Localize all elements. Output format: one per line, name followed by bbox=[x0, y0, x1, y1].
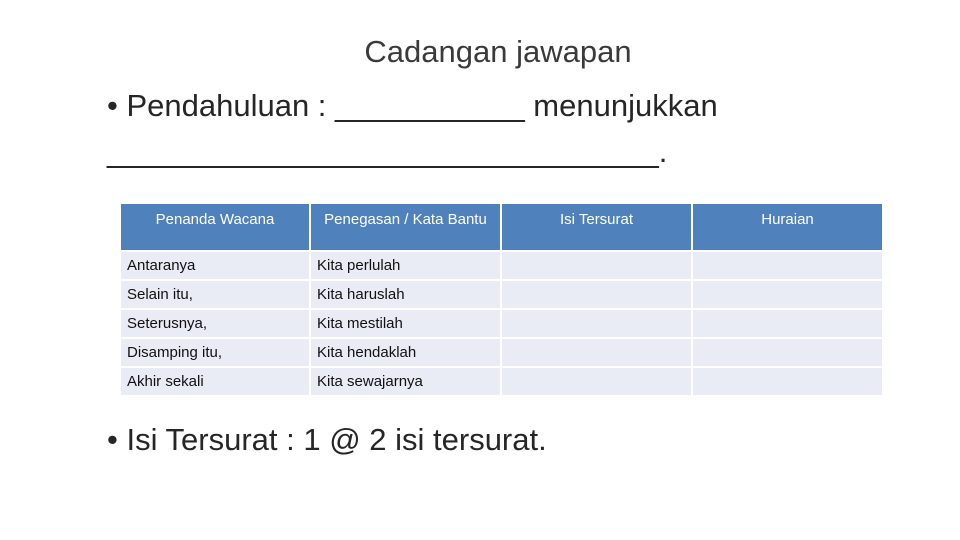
table-cell: Disamping itu, bbox=[120, 338, 310, 367]
header-huraian: Huraian bbox=[692, 203, 883, 251]
table-cell bbox=[692, 251, 883, 280]
table-cell bbox=[501, 338, 692, 367]
table-cell: Kita perlulah bbox=[310, 251, 501, 280]
table-row bbox=[120, 367, 883, 396]
table-cell: Antaranya bbox=[120, 251, 310, 280]
bullet-isi-tersurat: • Isi Tersurat : 1 @ 2 isi tersurat. bbox=[107, 422, 547, 457]
table-cell: Kita hendaklah bbox=[310, 338, 501, 367]
table-cell bbox=[501, 280, 692, 309]
table-cell: Seterusnya, bbox=[120, 309, 310, 338]
header-isi-tersurat: Isi Tersurat bbox=[501, 203, 692, 251]
table-cell: Akhir sekali bbox=[120, 367, 310, 396]
slide-title: Cadangan jawapan bbox=[364, 34, 632, 69]
table-row bbox=[120, 309, 883, 338]
table-header-row bbox=[120, 203, 883, 251]
bullet-pendahuluan: • Pendahuluan : ___________ menunjukkan bbox=[107, 88, 718, 123]
table-row bbox=[120, 251, 883, 280]
table-cell: Kita haruslah bbox=[310, 280, 501, 309]
header-penanda-wacana: Penanda Wacana bbox=[120, 203, 310, 251]
table-cell bbox=[692, 280, 883, 309]
table-cell: Kita sewajarnya bbox=[310, 367, 501, 396]
header-penegasan: Penegasan / Kata Bantu bbox=[310, 203, 501, 251]
table-cell bbox=[501, 367, 692, 396]
table-cell bbox=[692, 309, 883, 338]
answer-table bbox=[119, 202, 884, 397]
table-cell: Kita mestilah bbox=[310, 309, 501, 338]
table-cell bbox=[501, 309, 692, 338]
table-cell: Selain itu, bbox=[120, 280, 310, 309]
table-cell bbox=[692, 338, 883, 367]
blank-line: ________________________________. bbox=[107, 134, 668, 169]
table-cell bbox=[692, 367, 883, 396]
table-row bbox=[120, 280, 883, 309]
table-cell bbox=[501, 251, 692, 280]
table-row bbox=[120, 338, 883, 367]
